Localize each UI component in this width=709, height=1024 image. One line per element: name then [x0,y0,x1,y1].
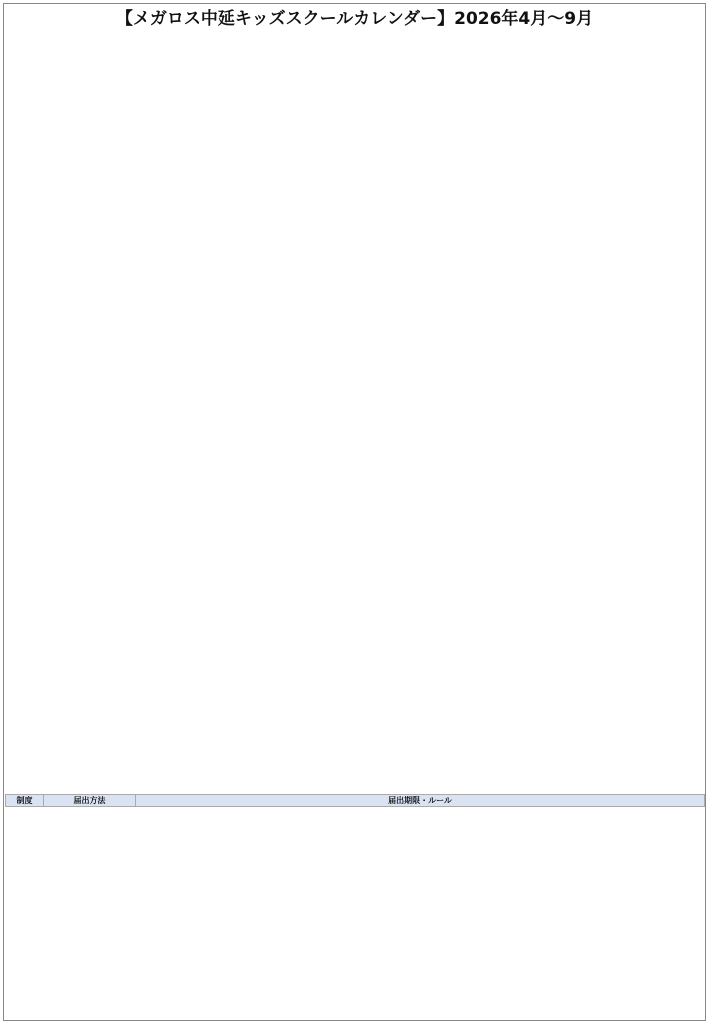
rules-col-deadline: 届出期限・ルール [136,795,705,807]
page-title: 【メガロス中延キッズスクールカレンダー】2026年4月～9月 [115,9,594,29]
rules-col-method: 届出方法 [44,795,136,807]
rules-col-system: 制度 [6,795,44,807]
rules-section [5,794,705,807]
calendar-sheet [3,3,706,1021]
